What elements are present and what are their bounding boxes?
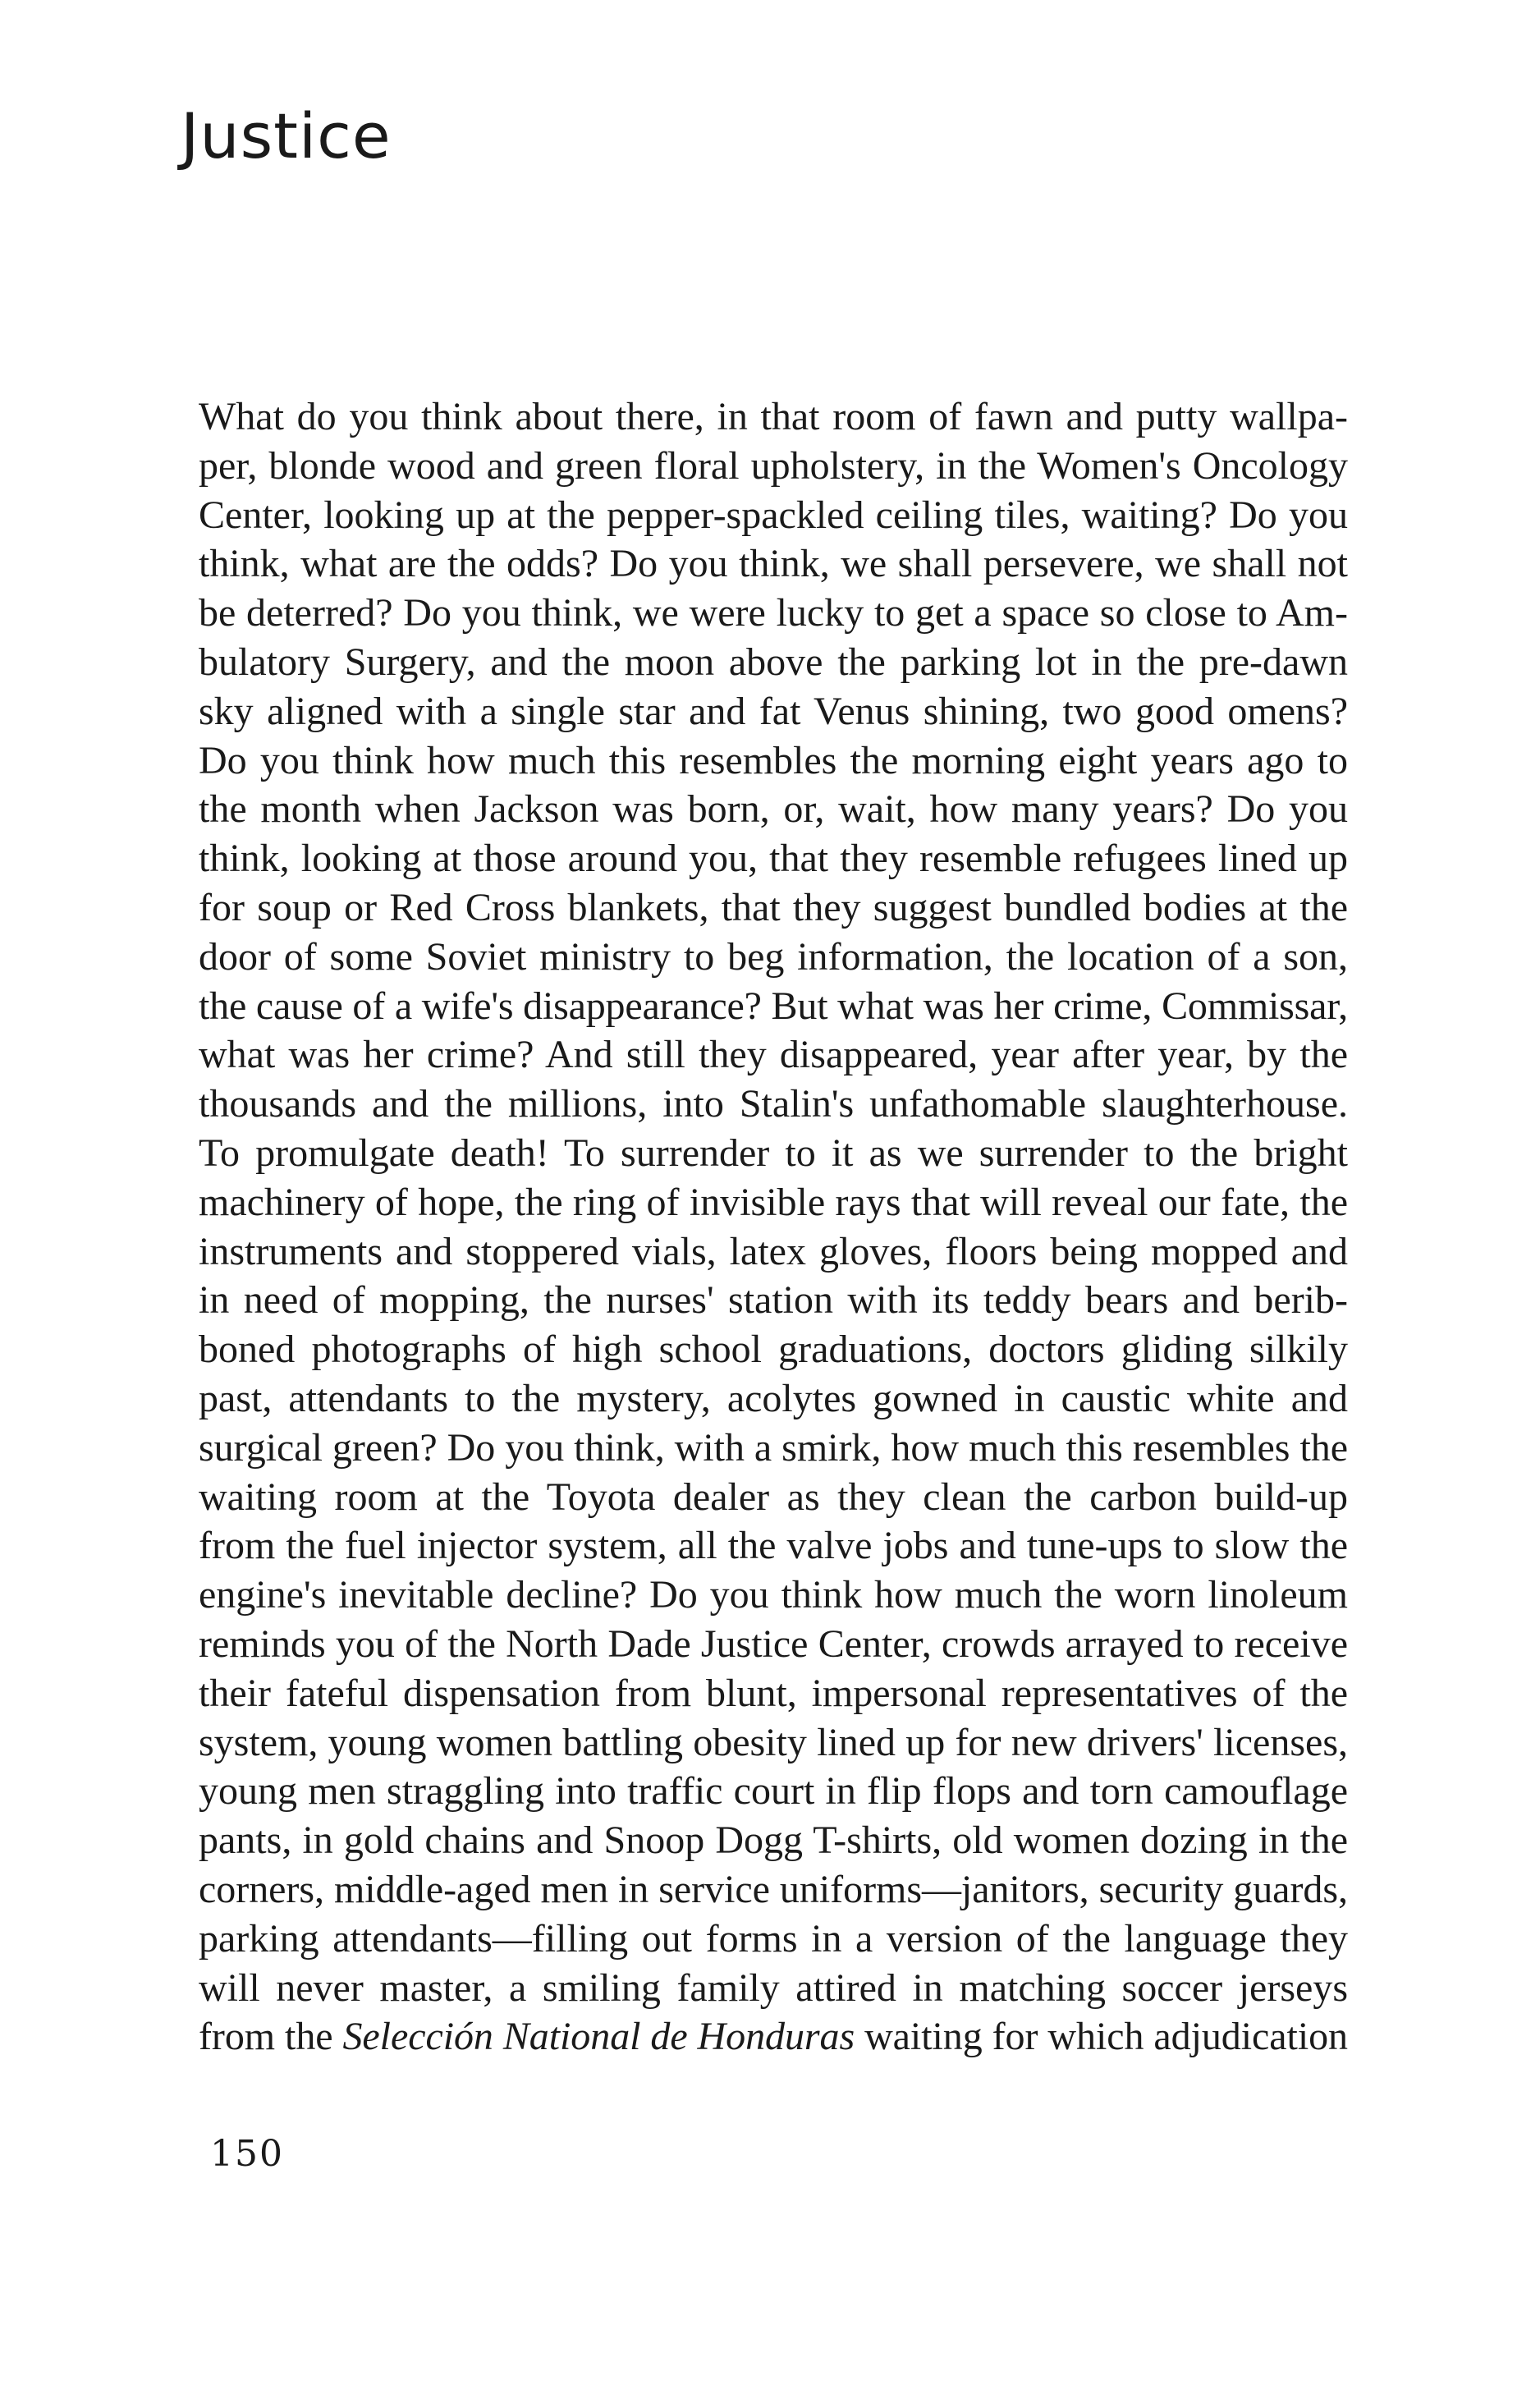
text-line: be deterred? Do you think, we were lucky to get a space so close to Am- (199, 591, 1348, 635)
text-line: Center, looking up at the pepper-spackled ceiling tiles, waiting? Do you (199, 493, 1348, 537)
text-line: per, blonde wood and green floral upholstery, in the Women's Oncology (199, 443, 1348, 488)
final-line-start: from the (199, 2015, 343, 2059)
text-line: surgical green? Do you think, with a smirk, how much this resembles the (199, 1425, 1349, 1470)
text-line: boned photographs of high school graduations, doctors gliding silkily (199, 1328, 1348, 1372)
italic-team-name: Selección National de Honduras (342, 2015, 855, 2059)
text-line: corners, middle-aged men in service uniforms—janitors, security guards, (199, 1867, 1348, 1911)
text-line: the month when Jackson was born, or, wait, how many years? Do you (199, 787, 1348, 832)
text-line: think, looking at those around you, that they resemble refugees lined up (199, 837, 1348, 881)
text-line: system, young women battling obesity lined up for new drivers' licenses, (199, 1720, 1348, 1764)
text-line: machinery of hope, the ring of invisible rays that will reveal our fate, the (199, 1180, 1348, 1224)
text-line: waiting room at the Toyota dealer as they clean the carbon build-up (199, 1474, 1348, 1519)
text-line: from the fuel injector system, all the valve jobs and tune-ups to slow the (199, 1524, 1348, 1568)
text-line: their fateful dispensation from blunt, impersonal representatives of the (199, 1671, 1348, 1715)
page-number: 150 (210, 2133, 284, 2175)
text-line: in need of mopping, the nurses' station with its teddy bears and berib- (199, 1278, 1348, 1323)
text-line: for soup or Red Cross blankets, that they suggest bundled bodies at the (199, 885, 1348, 929)
text-line: Do you think how much this resembles the morning eight years ago to (199, 738, 1348, 782)
text-line: sky aligned with a single star and fat Venus shining, two good omens? (199, 689, 1348, 733)
text-line: bulatory Surgery, and the moon above the parking lot in the pre-dawn (199, 640, 1348, 684)
text-line: door of some Soviet ministry to beg information, the location of a son, (199, 934, 1348, 979)
text-line: pants, in gold chains and Snoop Dogg T-shirts, old women dozing in the (199, 1818, 1348, 1863)
text-line: past, attendants to the mystery, acolytes gowned in caustic white and (199, 1376, 1348, 1420)
text-line: thousands and the millions, into Stalin's unfathomable slaughterhouse. (199, 1082, 1348, 1126)
text-line: what was her crime? And still they disappeared, year after year, by the (199, 1033, 1348, 1077)
text-line: parking attendants—filling out forms in a version of the language they (199, 1916, 1348, 1961)
text-line: engine's inevitable decline? Do you think how much the worn linoleum (199, 1573, 1348, 1617)
text-line: will never master, a smiling family attired in matching soccer jerseys (199, 1965, 1348, 2010)
body-text (199, 392, 1348, 2062)
text-line: reminds you of the North Dade Justice Center, crowds arrayed to receive (199, 1621, 1348, 1666)
text-line: To promulgate death! To surrender to it as we surrender to the bright (199, 1130, 1348, 1175)
final-line-end: waiting for which adjudication (855, 2015, 1348, 2059)
text-line-final (199, 2012, 1348, 2062)
chapter-title: Justice (181, 99, 392, 172)
text-line: think, what are the odds? Do you think, we shall persevere, we shall not (199, 542, 1348, 586)
text-line: What do you think about there, in that room of fawn and putty wallpa- (199, 395, 1348, 438)
text-line: young men straggling into traffic court in flip flops and torn camouflage (199, 1769, 1348, 1814)
text-line: the cause of a wife's disappearance? But what was her crime, Commissar, (199, 984, 1348, 1028)
text-line: instruments and stoppered vials, latex gloves, floors being mopped and (199, 1229, 1348, 1273)
